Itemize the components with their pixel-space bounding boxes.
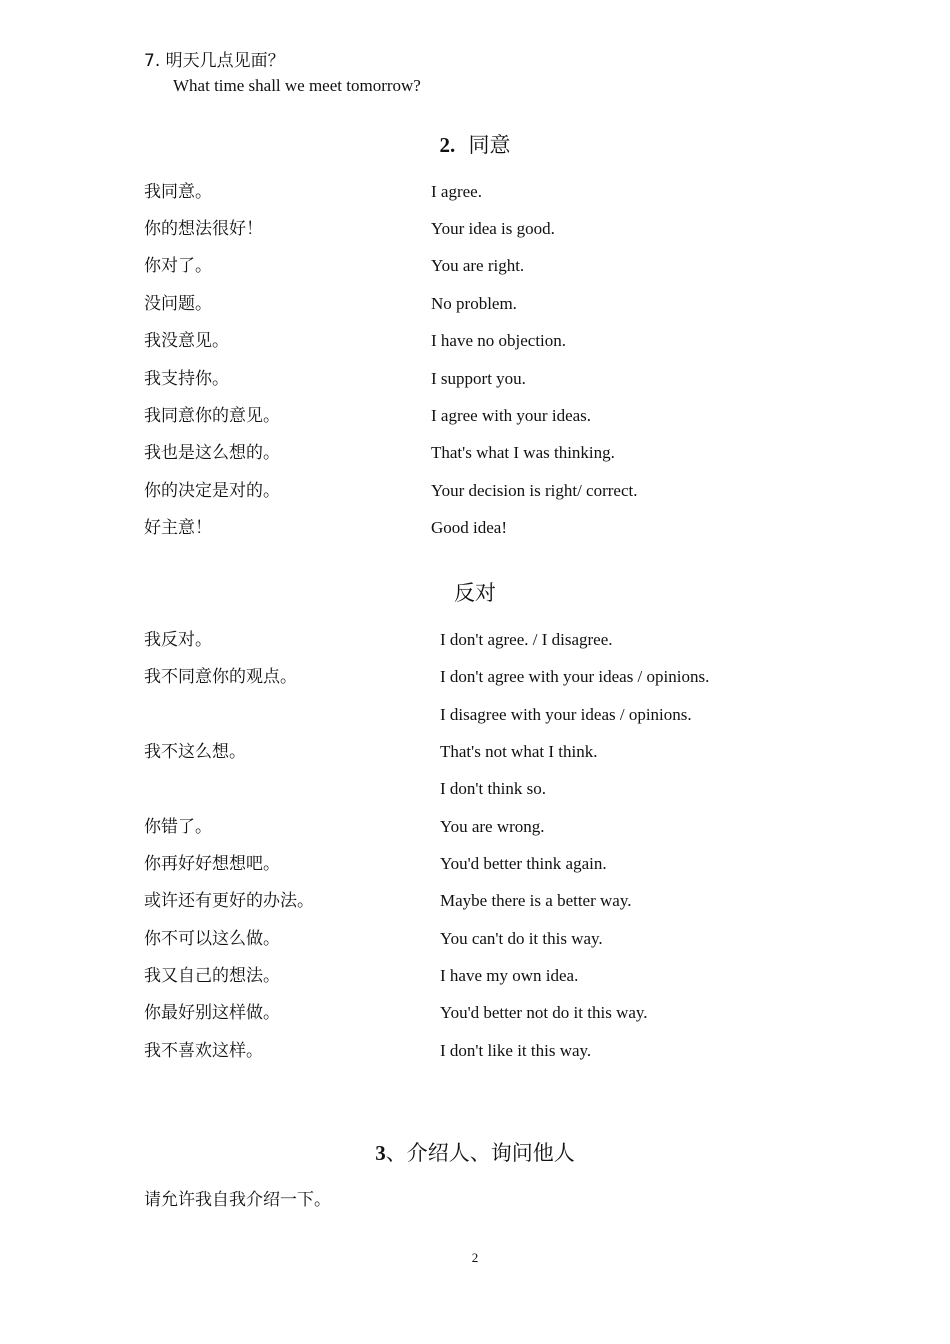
- page-number: 2: [471, 1250, 479, 1265]
- agree-en: I agree with your ideas.: [431, 406, 592, 425]
- agree-zh: 你的想法很好！: [144, 219, 263, 239]
- agree-zh: 你对了。: [144, 256, 212, 276]
- section-number: 3: [375, 1141, 386, 1165]
- agree-zh: 我没意见。: [144, 331, 229, 351]
- disagree-en: You are wrong.: [440, 817, 545, 836]
- agree-en: No problem.: [431, 294, 517, 313]
- disagree-en: I have my own idea.: [440, 966, 579, 985]
- agree-en: I agree.: [431, 182, 482, 201]
- disagree-zh: 你再好好想想吧。: [144, 854, 280, 874]
- section-heading-agree: [0, 131, 950, 159]
- disagree-zh: 你最好别这样做。: [144, 1003, 280, 1023]
- section-heading-introduction: [0, 1139, 950, 1167]
- agree-zh: 我同意你的意见。: [144, 406, 280, 426]
- section-number: 2.: [439, 133, 456, 157]
- disagree-zh: 我不同意你的观点。: [144, 667, 297, 687]
- section-title: 、介绍人、询问他人: [385, 1141, 575, 1165]
- disagree-zh: 你错了。: [144, 817, 212, 837]
- agree-zh: 好主意！: [144, 518, 212, 538]
- section-heading-disagree: [0, 579, 950, 607]
- section-title: 反对: [454, 581, 496, 605]
- agree-en: I have no objection.: [431, 331, 567, 350]
- disagree-zh: 我反对。: [144, 630, 212, 650]
- agree-zh: 没问题。: [144, 294, 212, 314]
- agree-en: Your idea is good.: [431, 219, 555, 238]
- disagree-en: That's not what I think.: [440, 742, 598, 761]
- disagree-en: I disagree with your ideas / opinions.: [440, 705, 692, 724]
- disagree-zh: 我不这么想。: [144, 742, 246, 762]
- agree-en: I support you.: [431, 369, 526, 388]
- item-7-translation: What time shall we meet tomorrow?: [173, 76, 421, 95]
- disagree-zh: 我不喜欢这样。: [144, 1041, 263, 1061]
- disagree-zh: 或许还有更好的办法。: [144, 891, 314, 911]
- intro-first-line: 请允许我自我介绍一下。: [144, 1190, 331, 1210]
- agree-en: That's what I was thinking.: [431, 443, 615, 462]
- disagree-en: You can't do it this way.: [440, 929, 603, 948]
- agree-zh: 我支持你。: [144, 369, 229, 389]
- agree-en: Your decision is right/ correct.: [431, 481, 638, 500]
- disagree-en: I don't like it this way.: [440, 1041, 592, 1060]
- disagree-en: You'd better not do it this way.: [440, 1003, 648, 1022]
- disagree-zh: 你不可以这么做。: [144, 929, 280, 949]
- disagree-zh: 我又自己的想法。: [144, 966, 280, 986]
- disagree-en: I don't agree. / I disagree.: [440, 630, 613, 649]
- agree-zh: 我同意。: [144, 182, 212, 202]
- disagree-en: You'd better think again.: [440, 854, 607, 873]
- disagree-en: I don't agree with your ideas / opinions.: [440, 667, 710, 686]
- disagree-en: Maybe there is a better way.: [440, 891, 632, 910]
- agree-en: Good idea!: [431, 518, 508, 537]
- section-title: 同意: [468, 133, 511, 157]
- item-7-question: 7. 明天几点见面？: [144, 51, 285, 71]
- disagree-en: I don't think so.: [440, 779, 547, 798]
- agree-zh: 你的决定是对的。: [144, 481, 280, 501]
- agree-zh: 我也是这么想的。: [144, 443, 280, 463]
- agree-en: You are right.: [431, 256, 525, 275]
